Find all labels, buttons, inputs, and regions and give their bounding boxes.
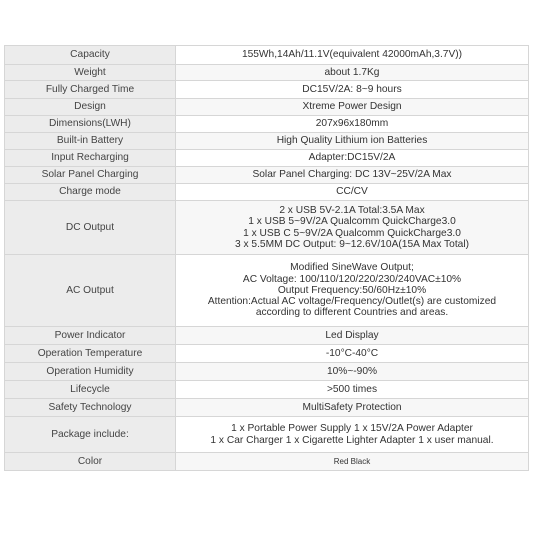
spec-value-line: 1 x USB C 5~9V/2A Qualcomm QuickCharge3.0	[243, 227, 461, 239]
spec-value	[176, 345, 529, 363]
spec-row	[5, 184, 529, 201]
spec-row	[5, 150, 529, 167]
specifications-body	[5, 46, 529, 471]
spec-value-line: according to different Countries and areas.	[255, 307, 449, 319]
spec-value-line: Adapter:DC15V/2A	[308, 152, 396, 164]
spec-value-line: 1 x Car Charger 1 x Cigarette Lighter Adapter 1 x user manual.	[210, 434, 494, 446]
spec-value-line: Led Display	[325, 329, 379, 341]
spec-row	[5, 363, 529, 381]
spec-value	[176, 65, 529, 81]
spec-value	[176, 116, 529, 133]
spec-value-line: 3 x 5.5MM DC Output: 9~12.6V/10A(15A Max Total)	[235, 238, 469, 250]
spec-value-line: Solar Panel Charging: DC 13V~25V/2A Max	[252, 169, 452, 181]
spec-value-line: 155Wh,14Ah/11.1V(equivalent 42000mAh,3.7V))	[241, 49, 463, 61]
spec-value-line: High Quality Lithium ion Batteries	[276, 135, 428, 147]
spec-row	[5, 46, 529, 65]
spec-value	[176, 381, 529, 399]
spec-label: Solar Panel Charging	[5, 167, 176, 184]
spec-label: DC Output	[5, 201, 176, 255]
spec-value-line: Red Black	[333, 456, 371, 466]
spec-label: Charge mode	[5, 184, 176, 201]
spec-label: Fully Charged Time	[5, 81, 176, 99]
spec-value	[176, 399, 529, 417]
spec-label: Dimensions(LWH)	[5, 116, 176, 133]
spec-label: Weight	[5, 65, 176, 81]
spec-row	[5, 417, 529, 453]
spec-value	[176, 417, 529, 453]
spec-value	[176, 453, 529, 471]
spec-value-line: Modified SineWave Output;	[290, 262, 414, 274]
spec-row	[5, 167, 529, 184]
spec-row	[5, 453, 529, 471]
spec-value	[176, 99, 529, 116]
spec-value-line: 1 x Portable Power Supply 1 x 15V/2A Power Adapter	[231, 423, 473, 435]
spec-label: Input Recharging	[5, 150, 176, 167]
spec-row	[5, 133, 529, 150]
spec-label: Safety Technology	[5, 399, 176, 417]
spec-value-line: 1 x USB 5~9V/2A Qualcomm QuickCharge3.0	[248, 216, 456, 228]
spec-label: Operation Humidity	[5, 363, 176, 381]
spec-value-line: 2 x USB 5V-2.1A Total:3.5A Max	[279, 205, 425, 217]
spec-row	[5, 399, 529, 417]
spec-value	[176, 327, 529, 345]
spec-value	[176, 184, 529, 201]
spec-value	[176, 46, 529, 65]
spec-label: Design	[5, 99, 176, 116]
spec-row	[5, 255, 529, 327]
spec-value-line: 10%~-90%	[326, 365, 378, 377]
spec-row	[5, 345, 529, 363]
spec-value	[176, 363, 529, 381]
spec-row	[5, 201, 529, 255]
spec-value	[176, 201, 529, 255]
spec-value-line: Output Frequency:50/60Hz±10%	[277, 284, 427, 296]
spec-label: AC Output	[5, 255, 176, 327]
spec-label: Capacity	[5, 46, 176, 65]
spec-value	[176, 150, 529, 167]
spec-value-line: 207x96x180mm	[315, 118, 389, 130]
spec-value-line: Xtreme Power Design	[302, 101, 402, 113]
spec-label: Power Indicator	[5, 327, 176, 345]
spec-row	[5, 81, 529, 99]
spec-row	[5, 99, 529, 116]
specifications-table	[4, 45, 529, 471]
spec-value-line: CC/CV	[336, 186, 368, 198]
spec-row	[5, 327, 529, 345]
spec-value	[176, 167, 529, 184]
spec-value-line: -10°C-40°C	[325, 347, 379, 359]
spec-value-line: Attention:Actual AC voltage/Frequency/Outlet(s) are customized	[207, 296, 497, 308]
spec-value-line: AC Voltage: 100/110/120/220/230/240VAC±10%	[242, 273, 462, 285]
spec-label: Color	[5, 453, 176, 471]
spec-value-line: about 1.7Kg	[324, 66, 380, 78]
spec-row	[5, 381, 529, 399]
spec-label: Package include:	[5, 417, 176, 453]
spec-label: Built-in Battery	[5, 133, 176, 150]
spec-label: Lifecycle	[5, 381, 176, 399]
spec-value-line: DC15V/2A: 8~9 hours	[302, 83, 402, 95]
spec-value	[176, 133, 529, 150]
spec-value	[176, 81, 529, 99]
spec-label: Operation Temperature	[5, 345, 176, 363]
spec-row	[5, 116, 529, 133]
spec-value	[176, 255, 529, 327]
spec-value-line: MultiSafety Protection	[302, 401, 402, 413]
spec-value-line: >500 times	[326, 383, 378, 395]
spec-row	[5, 65, 529, 81]
